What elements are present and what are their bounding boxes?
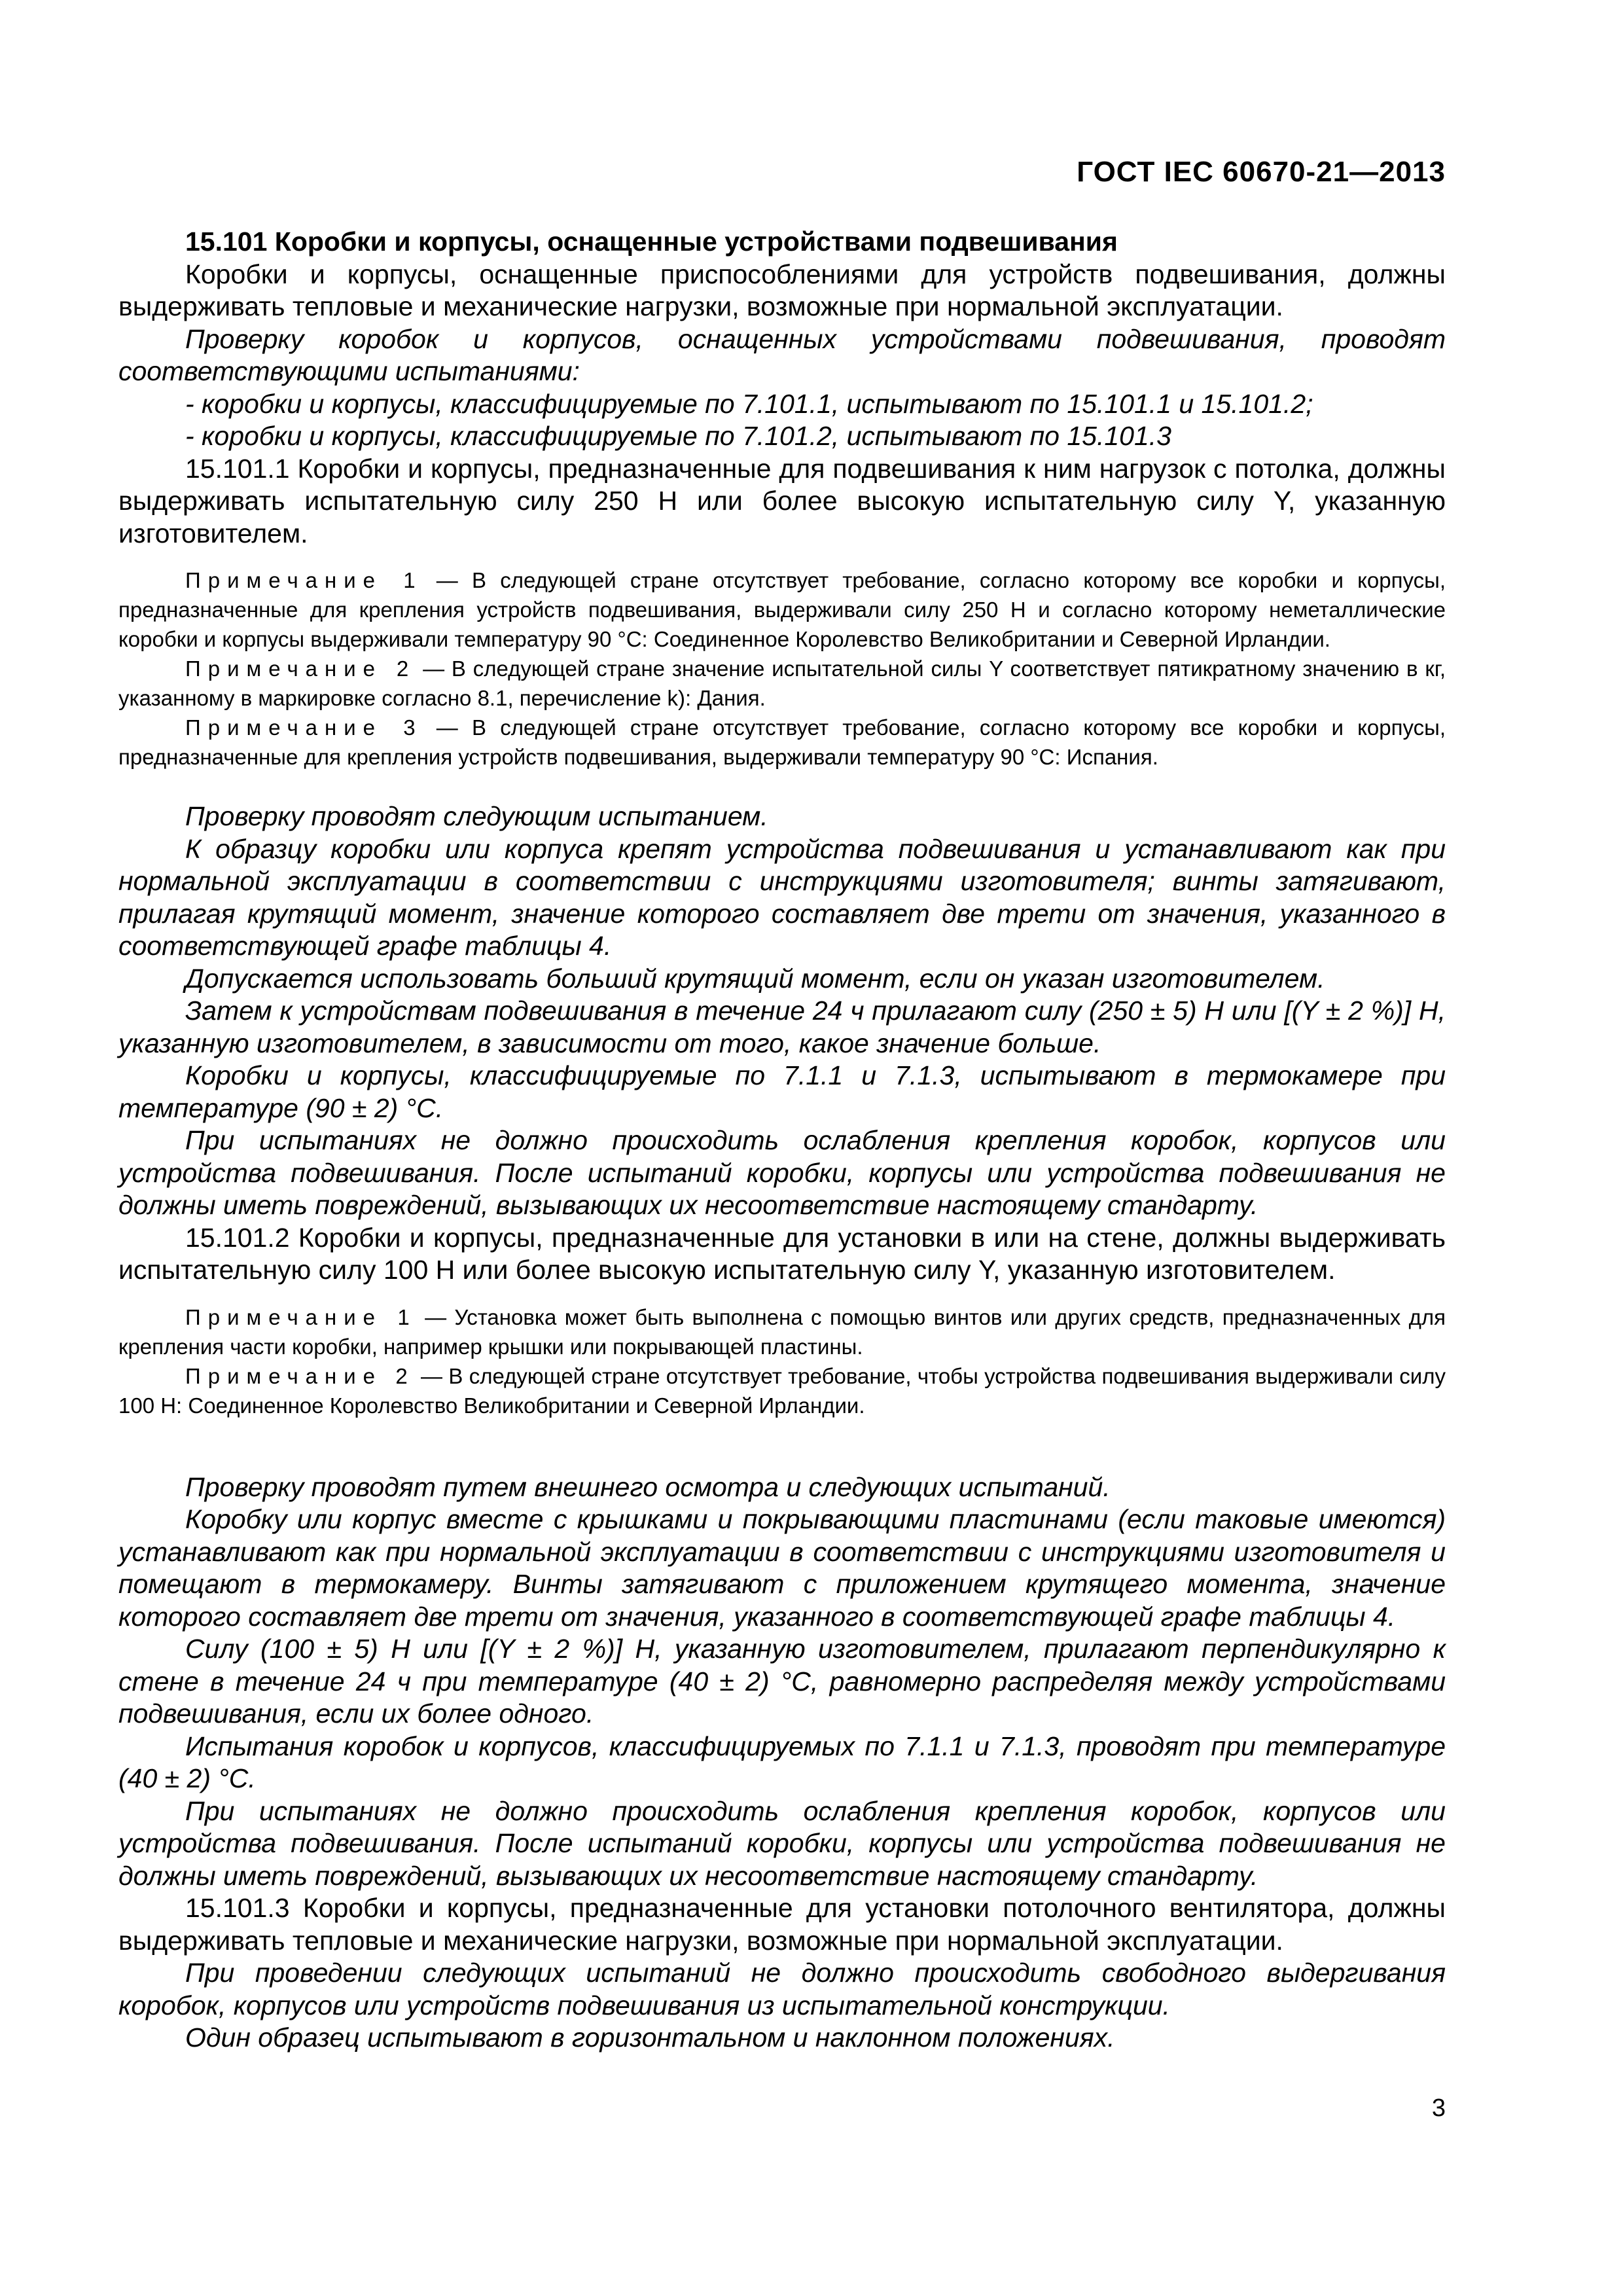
paragraph: К образцу коробки или корпуса крепят устройства подвешивания и устанавливают как при нормальной эксплуатации в соответствии с инструкциями изготовителя; винты затягивают, прилагая крутящий момент, значение которого составляет две трети от значения, указанного в соответствующей графе таблицы 4. xyxy=(118,833,1446,961)
paragraph: Коробки и корпусы, классифицируемые по 7.1.1 и 7.1.3, испытывают в термокамере при температуре (90 ± 2) °С. xyxy=(118,1060,1446,1123)
note-3 xyxy=(118,713,1446,772)
paragraph: При испытаниях не должно происходить ослабления крепления коробок, корпусов или устройства подвешивания. После испытаний коробки, корпусы или устройства подвешивания не должны иметь повреждений, вызывающих их несоответствие настоящему стандарту. xyxy=(118,1125,1446,1220)
clause-15-101-1: 15.101.1 Коробки и корпусы, предназначенные для подвешивания к ним нагрузок с потолка, должны выдерживать испытательную силу 250 Н или более высокую испытательную силу Y, указанную изготовителем. xyxy=(118,453,1446,548)
paragraph: Проверку коробок и корпусов, оснащенных устройствами подвешивания, проводят соответствующими испытаниями: xyxy=(118,323,1446,386)
note-1 xyxy=(118,565,1446,654)
paragraph: Затем к устройствам подвешивания в течение 24 ч прилагают силу (250 ± 5) Н или [(Y ± 2 %)] Н, указанную изготовителем, в зависимости от того, какое значение больше. xyxy=(118,996,1446,1058)
document-body xyxy=(118,226,1446,2054)
paragraph: Силу (100 ± 5) Н или [(Y ± 2 %)] Н, указанную изготовителем, прилагают перпендикулярно к стене в течение 24 ч при температуре (40 ± 2) °С, равномерно распределяя между устройствами подвешивания, если их более одного. xyxy=(118,1634,1446,1729)
paragraph: Коробки и корпусы, оснащенные приспособлениями для устройств подвешивания, должны выдерживать тепловые и механические нагрузки, возможные при нормальной эксплуатации. xyxy=(118,259,1446,321)
page-number: 3 xyxy=(1431,2094,1446,2122)
note-label: Примечание 1 xyxy=(185,1304,417,1329)
note-text: — В следующей стране отсутствует требование, чтобы устройства подвешивания выдерживали силу 100 Н: Соединенное Королевство Великобритании и Северной Ирландии. xyxy=(118,1363,1446,1418)
paragraph: При проведении следующих испытаний не должно происходить свободного выдергивания коробок, корпусов или устройств подвешивания из испытательной конструкции. xyxy=(118,1958,1446,2020)
paragraph: Коробку или корпус вместе с крышками и покрывающими пластинами (если таковые имеются) устанавливают как при нормальной эксплуатации в соответствии с инструкциями изготовителя и помещают в термокамеру. Винты затягивают с приложением крутящего момента, значение которого составляет две трети от значения, указанного в соответствующей графе таблицы 4. xyxy=(118,1504,1446,1632)
note-text: — В следующей стране отсутствует требование, согласно которому все коробки и корпусы, предназначенные для крепления устройств подвешивания, выдерживали температуру 90 °С: Испания. xyxy=(118,715,1446,769)
paragraph: Один образец испытывают в горизонтальном и наклонном положениях. xyxy=(185,2022,1115,2053)
note-label: Примечание 3 xyxy=(185,715,423,740)
note-label: Примечание 2 xyxy=(185,1363,415,1388)
note-1 xyxy=(118,1302,1446,1361)
note-2 xyxy=(118,1361,1446,1420)
list-item: - коробки и корпусы, классифицируемые по 7.101.2, испытывают по 15.101.3 xyxy=(185,421,1171,451)
paragraph: Проверку проводят следующим испытанием. xyxy=(185,801,768,831)
note-label: Примечание 2 xyxy=(185,656,416,681)
paragraph: Испытания коробок и корпусов, классифицируемых по 7.1.1 и 7.1.3, проводят при температуре (40 ± 2) °С. xyxy=(118,1731,1446,1793)
paragraph: Проверку проводят путем внешнего осмотра и следующих испытаний. xyxy=(185,1471,1111,1502)
note-text: — В следующей стране отсутствует требование, согласно которому все коробки и корпусы, предназначенные для крепления устройств подвешивания, выдерживали силу 250 Н и согласно которому неметаллические коробки и корпусы выдерживали температуру 90 °С: Соединенное Королевство Великобритании и Северной Ирландии. xyxy=(118,568,1446,651)
paragraph: Допускается использовать больший крутящий момент, если он указан изготовителем. xyxy=(185,963,1325,994)
list-item: - коробки и корпусы, классифицируемые по 7.101.1, испытывают по 15.101.1 и 15.101.2; xyxy=(185,388,1313,419)
document-code-header: ГОСТ IEC 60670-21—2013 xyxy=(1077,156,1446,188)
note-text: — Установка может быть выполнена с помощью винтов или других средств, предназначенных для крепления части коробки, например крышки или покрывающей пластины. xyxy=(118,1304,1446,1359)
paragraph: При испытаниях не должно происходить ослабления крепления коробок, корпусов или устройства подвешивания. После испытаний коробки, корпусы или устройства подвешивания не должны иметь повреждений, вызывающих их несоответствие настоящему стандарту. xyxy=(118,1795,1446,1891)
section-title: 15.101 Коробки и корпусы, оснащенные устройствами подвешивания xyxy=(185,226,1118,257)
note-text: — В следующей стране значение испытательной силы Y соответствует пятикратному значению в кг, указанному в маркировке согласно 8.1, перечисление k): Дания. xyxy=(118,656,1446,710)
note-label: Примечание 1 xyxy=(185,568,423,592)
clause-15-101-2: 15.101.2 Коробки и корпусы, предназначенные для установки в или на стене, должны выдерживать испытательную силу 100 Н или более высокую испытательную силу Y, указанную изготовителем. xyxy=(118,1222,1446,1285)
note-2 xyxy=(118,654,1446,713)
clause-15-101-3: 15.101.3 Коробки и корпусы, предназначенные для установки потолочного вентилятора, должны выдерживать тепловые и механические нагрузки, возможные при нормальной эксплуатации. xyxy=(118,1893,1446,1956)
